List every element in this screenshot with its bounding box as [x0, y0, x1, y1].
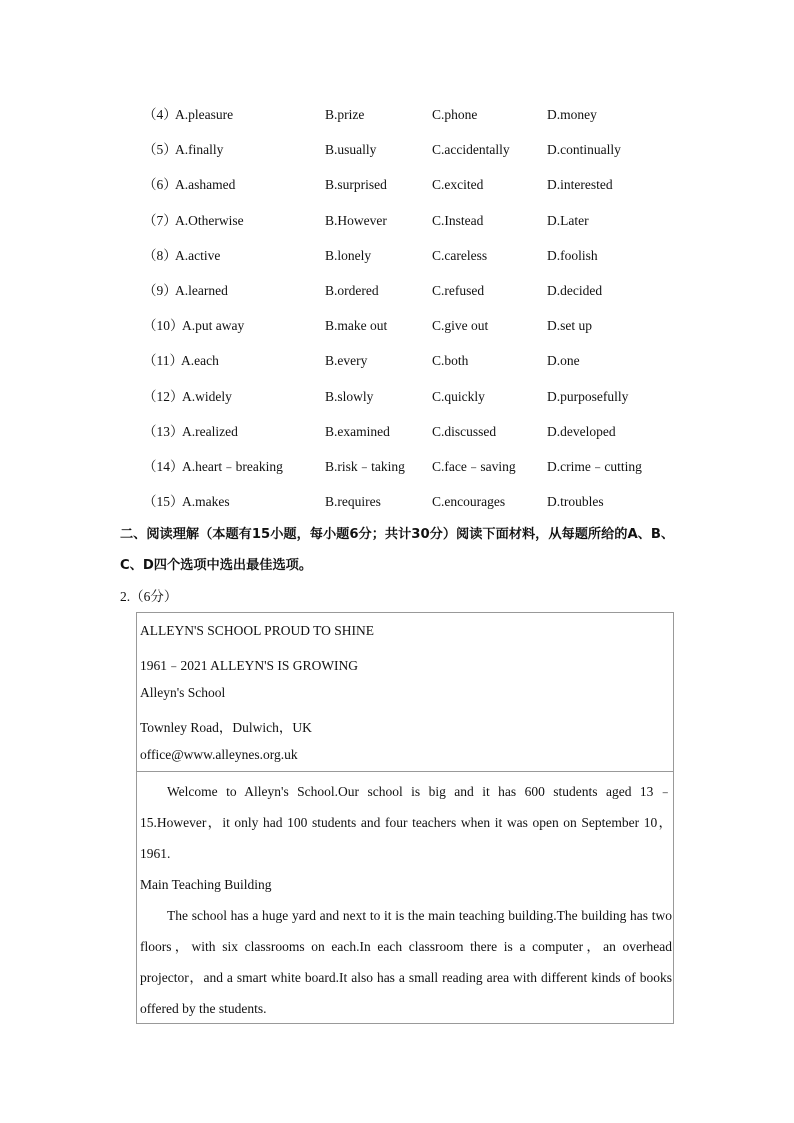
option-b: B.ordered — [325, 282, 379, 298]
header-line: Alleyn's School — [140, 685, 226, 700]
option-row-10 — [0, 308, 794, 343]
option-number: （7） — [143, 212, 177, 228]
option-d: D.set up — [547, 318, 592, 334]
option-row-9 — [0, 273, 794, 308]
header-line: Townley Road，Dulwich，UK — [140, 720, 312, 735]
body-paragraph: The school has a huge yard and next to it is the main teaching building.The building has two floors，with six classrooms on each.In each classroom there is a computer，an overhead projector，and a smart white board.It also has a small reading area with different kinds of books offered by the students. — [140, 908, 672, 1016]
option-c: C.careless — [432, 247, 488, 263]
option-b: B.lonely — [325, 247, 372, 263]
option-number: （10） — [143, 318, 184, 334]
option-number: （13） — [143, 423, 184, 439]
option-list — [0, 97, 794, 519]
option-number: （15） — [143, 494, 184, 510]
option-a: A.put away — [182, 318, 245, 334]
option-number: （6） — [143, 177, 177, 193]
option-c: C.both — [432, 353, 469, 369]
header-line: 1961﹣2021 ALLEYN'S IS GROWING — [140, 658, 359, 673]
option-a: A.widely — [182, 388, 232, 404]
option-d: D.purposefully — [547, 388, 629, 404]
option-b: B.make out — [325, 318, 388, 334]
option-d: D.foolish — [547, 247, 598, 263]
option-b: B.requires — [325, 494, 381, 510]
option-number: （14） — [143, 458, 184, 474]
option-d: D.developed — [547, 423, 616, 439]
option-b: B.examined — [325, 423, 390, 439]
option-row-6 — [0, 167, 794, 202]
option-c: C.refused — [432, 282, 485, 298]
header-line: office@www.alleynes.org.uk — [140, 747, 298, 762]
option-d: D.crime﹣cutting — [547, 458, 642, 474]
option-c: C.discussed — [432, 423, 497, 439]
option-a: A.Otherwise — [175, 212, 244, 228]
option-c: C.face﹣saving — [432, 458, 516, 474]
option-a: A.each — [181, 353, 219, 369]
option-row-11 — [0, 343, 794, 378]
option-number: （9） — [143, 282, 177, 298]
option-d: D.troubles — [547, 494, 604, 510]
option-a: A.pleasure — [175, 107, 234, 122]
option-b: B.prize — [325, 107, 365, 122]
passage-header — [137, 613, 673, 772]
option-b: B.surprised — [325, 177, 387, 193]
option-number: （5） — [143, 142, 177, 158]
passage-box — [136, 612, 674, 1024]
option-number: （4） — [143, 107, 177, 122]
option-a: A.finally — [175, 142, 224, 158]
option-c: C.Instead — [432, 212, 484, 228]
option-number: （11） — [143, 353, 183, 369]
option-a: A.makes — [182, 494, 230, 510]
option-row-7 — [0, 203, 794, 238]
option-c: C.accidentally — [432, 142, 510, 158]
option-d: D.one — [547, 353, 580, 369]
option-b: B.However — [325, 212, 387, 228]
section-heading: 二、阅读理解（本题有15小题，每小题6分；共计30分）阅读下面材料，从每题所给的A、B、C、D四个选项中选出最佳选项。 — [120, 527, 675, 573]
option-row-8 — [0, 238, 794, 273]
option-row-14 — [0, 449, 794, 484]
option-c: C.quickly — [432, 388, 485, 404]
option-row-5 — [0, 132, 794, 167]
option-a: A.ashamed — [175, 177, 236, 193]
option-row-12 — [0, 379, 794, 414]
option-a: A.active — [175, 247, 221, 263]
option-b: B.risk﹣taking — [325, 458, 405, 474]
option-number: （12） — [143, 388, 184, 404]
option-a: A.heart﹣breaking — [182, 458, 283, 474]
intro-paragraph: Welcome to Alleyn's School.Our school is big and it has 600 students aged 13﹣15.However，it only had 100 students and four teachers when it was open on September 10，1961. — [140, 784, 672, 861]
option-a: A.realized — [182, 423, 238, 439]
option-row-13 — [0, 414, 794, 449]
question-label: 2.（6分） — [120, 589, 178, 604]
option-d: D.continually — [547, 142, 621, 158]
header-line: ALLEYN'S SCHOOL PROUD TO SHINE — [140, 623, 374, 638]
option-number: （8） — [143, 247, 177, 263]
option-b: B.usually — [325, 142, 377, 158]
option-d: D.money — [547, 107, 597, 122]
subheading: Main Teaching Building — [140, 877, 272, 892]
option-b: B.slowly — [325, 388, 374, 404]
option-a: A.learned — [175, 282, 228, 298]
option-d: D.interested — [547, 177, 613, 193]
option-d: D.Later — [547, 212, 589, 228]
option-d: D.decided — [547, 282, 603, 298]
option-c: C.phone — [432, 107, 478, 122]
option-row-4 — [0, 97, 794, 132]
option-b: B.every — [325, 353, 368, 369]
option-row-15 — [0, 484, 794, 519]
option-c: C.encourages — [432, 494, 506, 510]
option-c: C.give out — [432, 318, 489, 334]
passage-body — [140, 776, 672, 1024]
option-c: C.excited — [432, 177, 484, 193]
